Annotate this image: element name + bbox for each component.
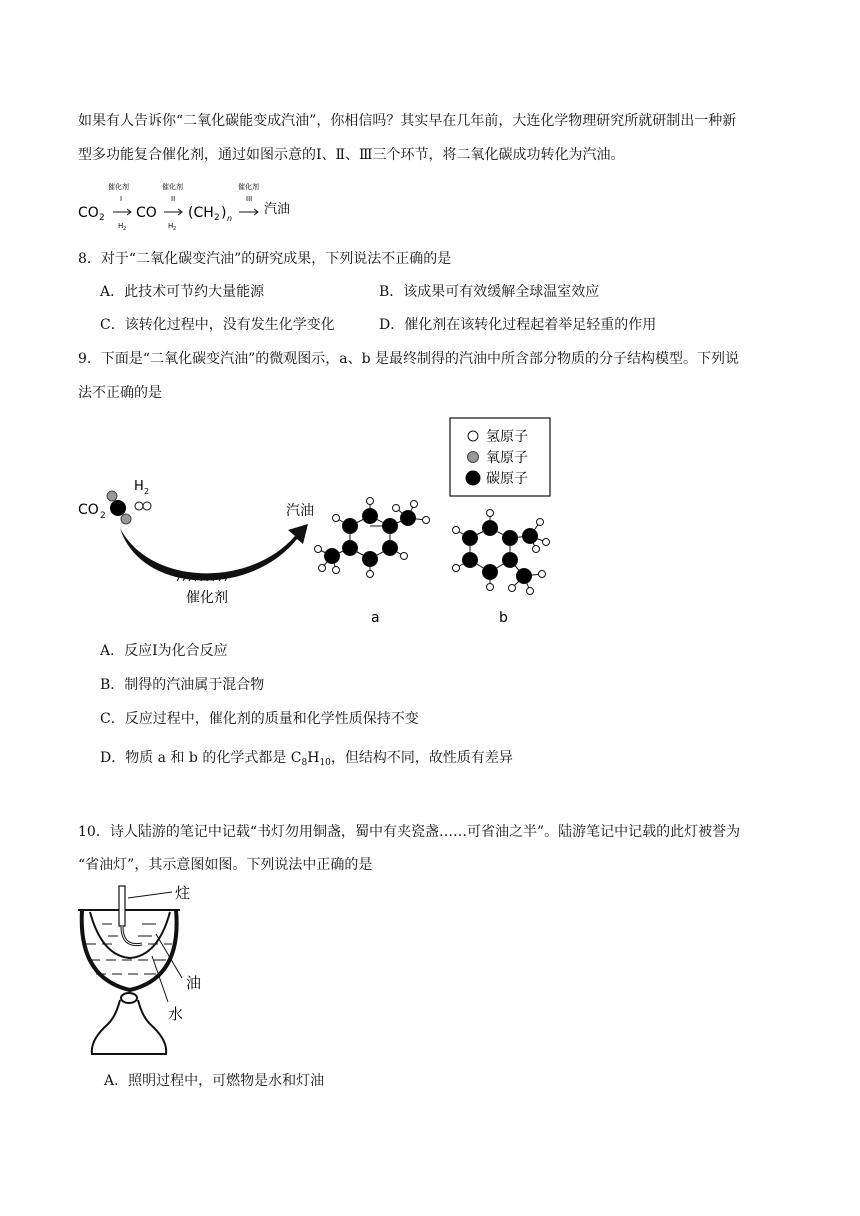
oil-label: 油 [186,974,202,992]
q8-stem: 8．对于“二氧化碳变汽油”的研究成果，下列说法不正确的是 [78,251,452,267]
svg-text:2: 2 [99,213,105,223]
scheme-co2 [78,205,105,223]
q10-option-a: A．照明过程中，可燃物是水和灯油 [104,1073,325,1089]
svg-text:): ) [221,205,227,221]
gasoline-label: 汽油 [286,503,314,519]
q10-lamp-figure [72,878,222,1060]
reaction-scheme [76,178,316,234]
intro-line-2: 型多功能复合催化剂，通过如图示意的Ⅰ、Ⅱ、Ⅲ三个环节，将二氧化碳成功转化为汽油。 [78,147,625,163]
q9-stem-line-1: 9．下面是“二氧化碳变汽油”的微观图示，a、b 是最终制得的汽油中所含部分物质的分子结构模型。下列说 [78,351,739,367]
arrow-step-2 [162,182,183,232]
co2-molecule [78,491,131,524]
q9-stem-line-2: 法不正确的是 [78,385,162,401]
atom-legend [450,418,550,496]
q10-stem-line-2: “省油灯”，其示意图如图。下列说法中正确的是 [78,857,373,873]
oil-layer [102,924,156,936]
q9-option-b: B．制得的汽油属于混合物 [100,677,265,693]
svg-text:氢原子: 氢原子 [486,429,528,445]
wick-pointer [128,892,172,898]
arrow-step-3 [238,182,259,215]
q9-option-d [100,748,513,773]
svg-text:氧原子: 氧原子 [486,450,528,466]
svg-text:2: 2 [100,511,106,521]
svg-text:催化剂: 催化剂 [238,183,259,191]
svg-text:CO: CO [78,205,99,221]
lamp-inner-bowl [90,912,170,958]
svg-text:H: H [118,222,124,230]
reaction-curve-arrow [120,524,308,581]
scheme-co: CO [136,205,157,221]
lamp-outer-bowl [82,910,177,990]
svg-text:2: 2 [214,213,220,223]
svg-text:碳原子: 碳原子 [486,471,528,487]
h2-molecule [134,479,151,510]
molecule-a [315,498,430,578]
svg-text:II: II [171,195,176,203]
svg-text:I: I [120,195,123,203]
q9-option-d-h: H [307,750,320,766]
svg-text:催化剂: 催化剂 [186,590,228,606]
arrow-step-1 [108,182,131,232]
molecule-a-label: a [371,610,380,626]
lamp-base [92,993,166,1054]
svg-text:H: H [168,222,174,230]
q8-option-c: C．该转化过程中，没有发生化学变化 [100,317,335,333]
q9-option-d-sub-8: 8 [301,758,308,768]
water-label: 水 [168,1005,184,1023]
svg-text:(CH: (CH [188,205,214,221]
svg-text:2: 2 [144,487,150,496]
svg-text:2: 2 [123,226,127,232]
q9-option-d-sub-10: 10 [319,758,331,768]
intro-line-1: 如果有人告诉你“二氧化碳能变成汽油”，你相信吗？其实早在几年前，大连化学物理研究所就研制出一种新 [78,113,737,129]
svg-text:H: H [134,479,144,494]
svg-text:2: 2 [173,226,177,232]
water-layer [86,944,172,974]
svg-text:III: III [246,195,253,203]
q9-option-d-post: ，但结构不同，故性质有差异 [330,750,513,766]
molecule-b [453,510,550,595]
svg-text:催化剂: 催化剂 [162,183,183,191]
svg-text:催化剂: 催化剂 [108,183,129,191]
svg-text:n: n [227,214,233,223]
q9-option-d-pre: D．物质 a 和 b 的化学式都是 C [100,750,302,766]
molecule-b-label: b [499,610,508,626]
q8-option-d: D．催化剂在该转化过程起着举足轻重的作用 [379,317,657,333]
scheme-ch2n [188,205,232,223]
q9-option-c: C．反应过程中，催化剂的质量和化学性质保持不变 [100,711,419,727]
q8-option-b: B．该成果可有效缓解全球温室效应 [379,284,600,300]
q8-option-a: A．此技术可节约大量能源 [100,284,265,300]
q9-figure [70,416,570,632]
q9-option-a: A．反应Ⅰ为化合反应 [100,643,228,659]
wick-label: 炷 [175,884,191,902]
q10-stem-line-1: 10．诗人陆游的笔记中记载“书灯勿用铜盏，蜀中有夹瓷盏……可省油之半”。陆游笔记中记载的此灯被誉为 [78,824,741,840]
svg-text:CO: CO [78,502,99,518]
scheme-gasoline: 汽油 [264,202,291,217]
